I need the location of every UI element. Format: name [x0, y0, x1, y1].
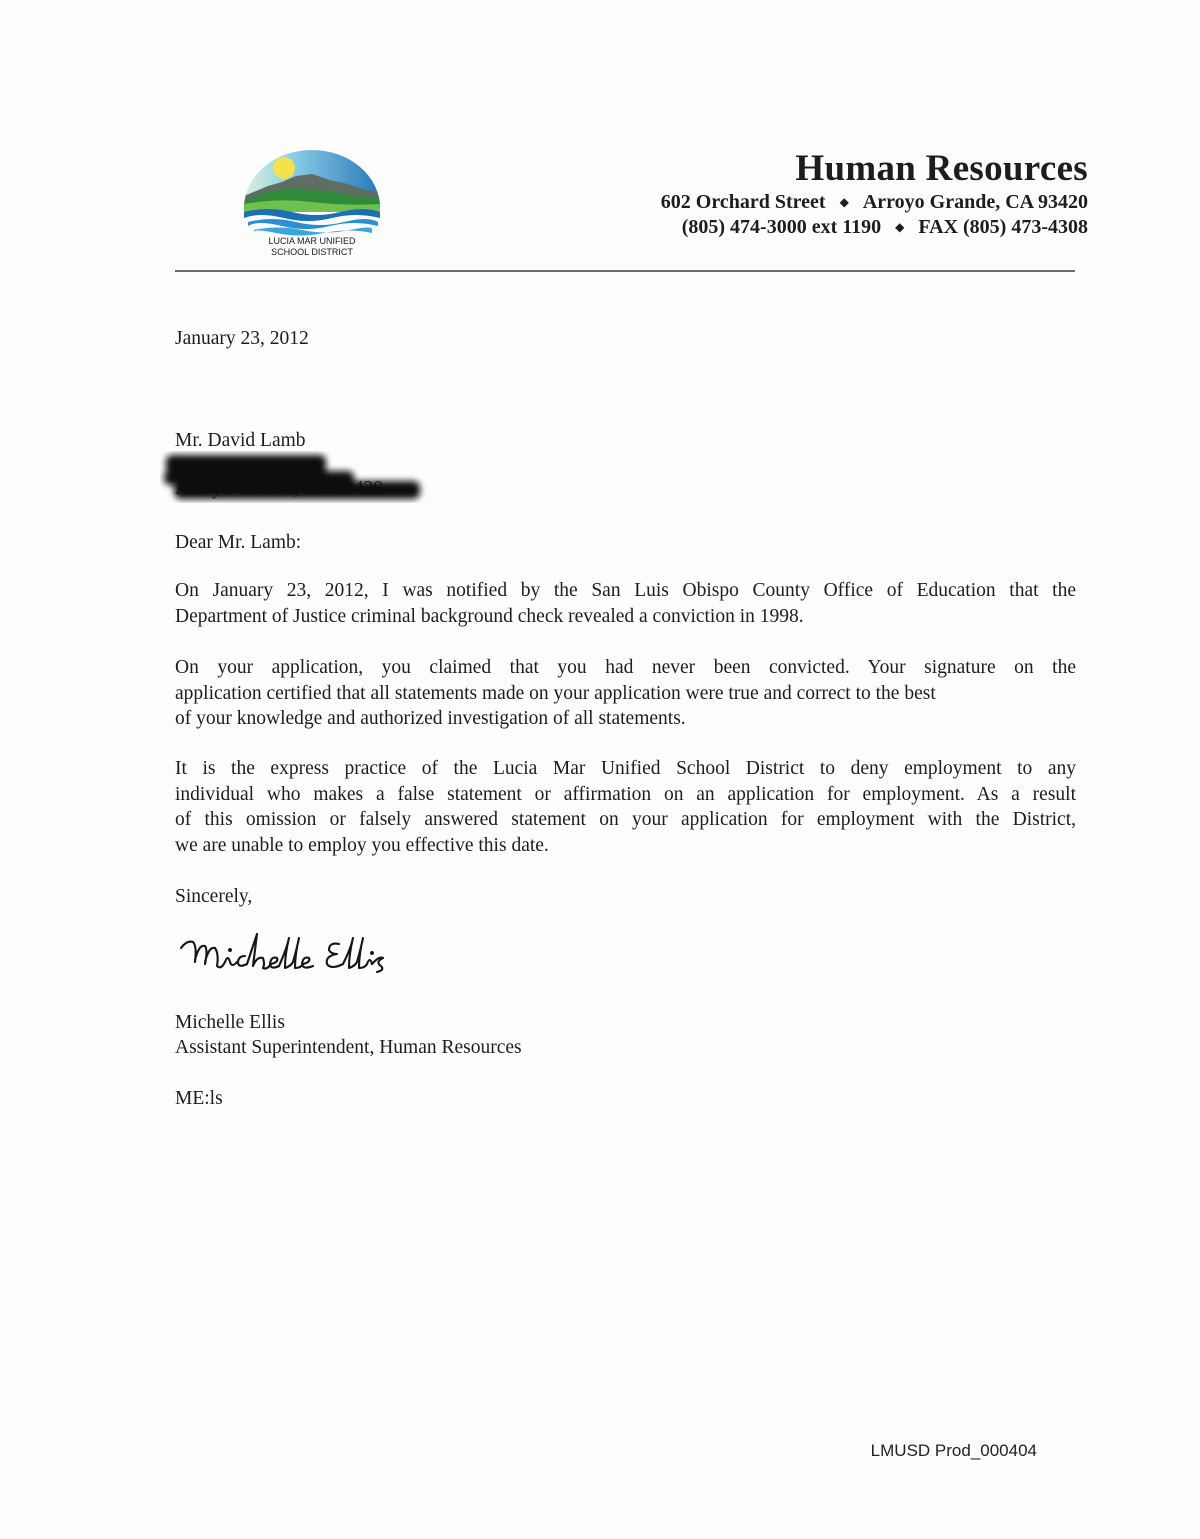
district-logo [238, 146, 386, 264]
logo-text-line1: LUCIA MAR UNIFIED [268, 236, 356, 246]
body-paragraph-2 [175, 655, 1076, 732]
salutation: Dear Mr. Lamb: [175, 532, 302, 553]
city-state-zip: Arroyo Grande, CA 93420 [862, 191, 1088, 213]
paragraph-line: Department of Justice criminal background check revealed a conviction in 1998. [175, 605, 804, 627]
fax-number: FAX (805) 473-4308 [918, 216, 1088, 238]
paragraph-line: individual who makes a false statement or affirmation on an application for employment. As a result [175, 783, 1076, 805]
signer-title: Assistant Superintendent, Human Resources [175, 1037, 522, 1058]
contact-line [682, 216, 1088, 239]
diamond-separator-icon: ◆ [839, 195, 849, 209]
closing: Sincerely, [175, 886, 253, 907]
paragraph-line: On January 23, 2012, I was notified by the San Luis Obispo County Office of Education that the [175, 580, 1076, 601]
diamond-separator-icon: ◆ [895, 220, 905, 234]
address-line [661, 191, 1088, 214]
paragraph-line: application certified that all statements made on your application were true and correct to the best [175, 682, 936, 704]
logo-text-line2: SCHOOL DISTRICT [271, 247, 353, 257]
paragraph-line: of your knowledge and authorized investigation of all statements. [175, 708, 686, 729]
paragraph-line: we are unable to employ you effective this date. [175, 834, 549, 856]
paragraph-line: It is the express practice of the Lucia Mar Unified School District to deny employment to any [175, 758, 1076, 779]
street-address: 602 Orchard Street [660, 191, 826, 213]
recipient-name: Mr. David Lamb [175, 430, 306, 451]
body-paragraph-3 [175, 756, 1076, 858]
letter-date: January 23, 2012 [175, 328, 309, 349]
letterhead-divider [175, 270, 1075, 272]
paragraph-line: of this omission or falsely answered statement on your application for employment with the District, [175, 809, 1076, 830]
handwritten-signature [175, 926, 435, 982]
signer-name: Michelle Ellis [175, 1012, 285, 1033]
phone-number: (805) 474-3000 ext 1190 [681, 216, 882, 238]
district-logo-graphic [238, 146, 386, 264]
redaction-mark [160, 451, 428, 503]
body-paragraph-1 [175, 578, 1076, 629]
bates-number: LMUSD Prod_000404 [870, 1441, 1037, 1460]
reference-initials: ME:ls [175, 1088, 223, 1109]
paragraph-line: On your application, you claimed that you had never been convicted. Your signature on the [175, 657, 1076, 678]
department-title: Human Resources [795, 148, 1088, 189]
